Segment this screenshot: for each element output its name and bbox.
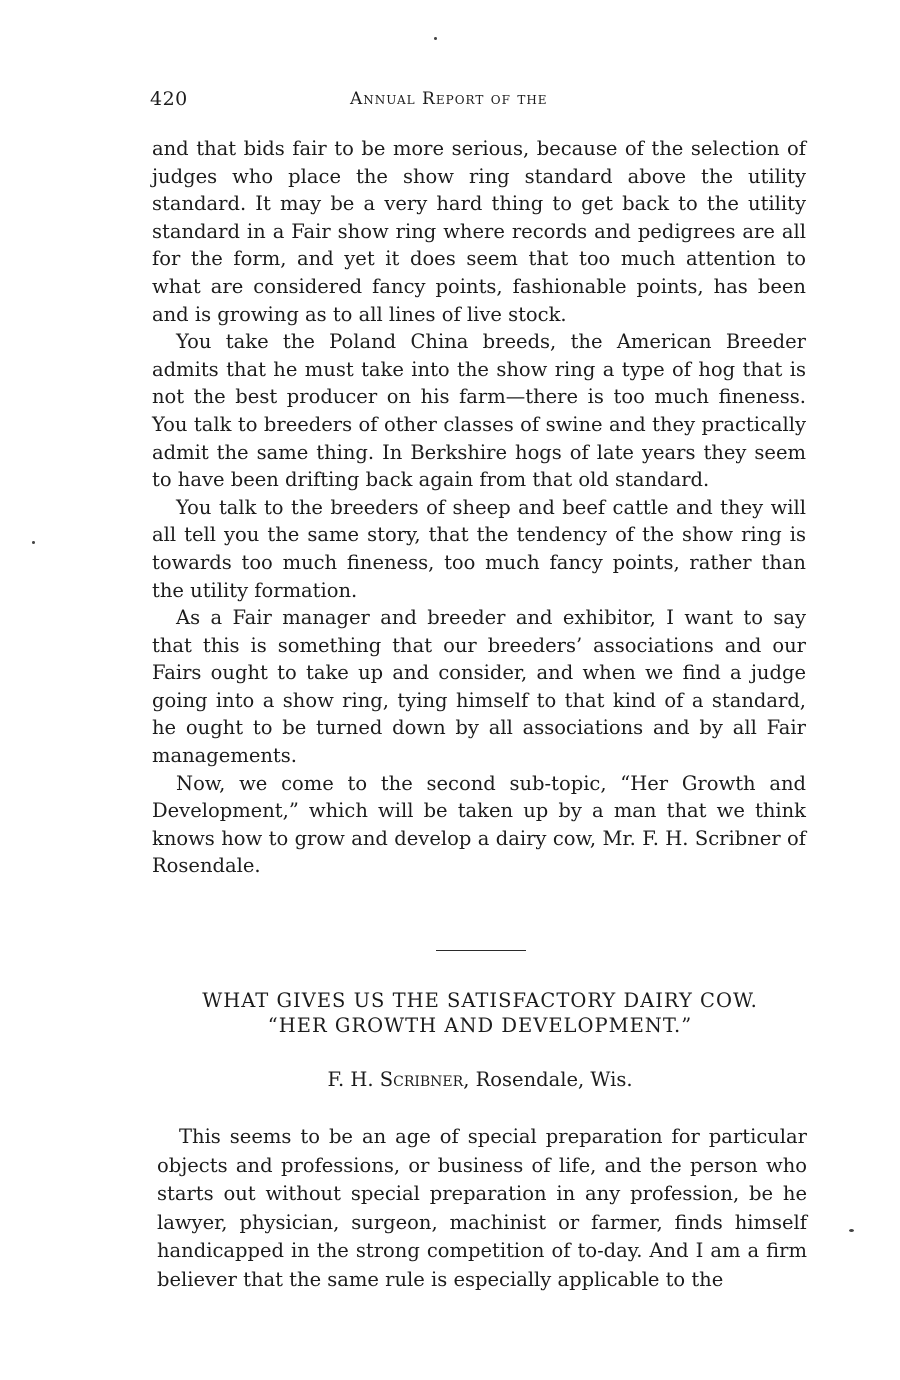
section-title (140, 988, 820, 1038)
paragraph: This seems to be an age of special preparation for particular objects and professions, or business of life, and the person who starts out without special preparation in any profession, be he lawyer, physician, surgeon, machinist or farmer, finds himself handicapped in the strong competition of to-day. And I am a firm believer that the same rule is especially applicable to the (157, 1125, 807, 1291)
paragraph: As a Fair manager and breeder and exhibitor, I want to say that this is something that our breeders’ associations and our Fairs ought to take up and consider, and when we find a judge going into a show ring, tying himself to that kind of a standard, he ought to be turned down by all associations and by all Fair managements. (152, 606, 806, 768)
paragraph: You talk to the breeders of sheep and beef cattle and they will all tell you the same story, that the tendency of the show ring is towards too much fineness, too much fancy points, rather than the utility formation. (152, 495, 806, 602)
print-speck (849, 1229, 854, 1232)
running-head: Annual Report of the (350, 89, 548, 109)
section-title-line: WHAT GIVES US THE SATISFACTORY DAIRY COW. (202, 989, 758, 1012)
paragraph: and that bids fair to be more serious, because of the selection of judges who place the show ring standard above the utility standard. It may be a very hard thing to get back to the utility standard in a Fair show ring where records and pedigrees are all for the form, and yet it does seem that too much attention to what are considered fancy points, fashionable points, has been and is growing as to all lines of live stock. (152, 137, 806, 326)
author-surname: Scribner, (379, 1068, 470, 1091)
print-speck (434, 37, 437, 40)
section-divider (436, 950, 526, 951)
print-speck (32, 541, 35, 544)
section-body (157, 1123, 807, 1294)
page-header (150, 88, 810, 114)
paragraph: You take the Poland China breeds, the American Breeder admits that he must take into the show ring a type of hog that is not the best producer on his farm—there is too much fineness. You talk to breeders of other classes of swine and they practically admit the same thing. In Berkshire hogs of late years they seem to have been drifting back again from that old standard. (152, 330, 806, 492)
author-byline (140, 1068, 820, 1091)
paragraph: Now, we come to the second sub-topic, “Her Growth and Development,” which will be taken up by a man that we think knows how to grow and develop a dairy cow, Mr. F. H. Scribner of Rosendale. (152, 771, 806, 878)
author-initials: F. H. (327, 1068, 374, 1091)
author-location: Rosendale, Wis. (475, 1068, 633, 1091)
section-subtitle-line: “HER GROWTH AND DEVELOPMENT.” (267, 1014, 693, 1037)
page-number: 420 (150, 88, 188, 110)
body-text (152, 135, 806, 880)
